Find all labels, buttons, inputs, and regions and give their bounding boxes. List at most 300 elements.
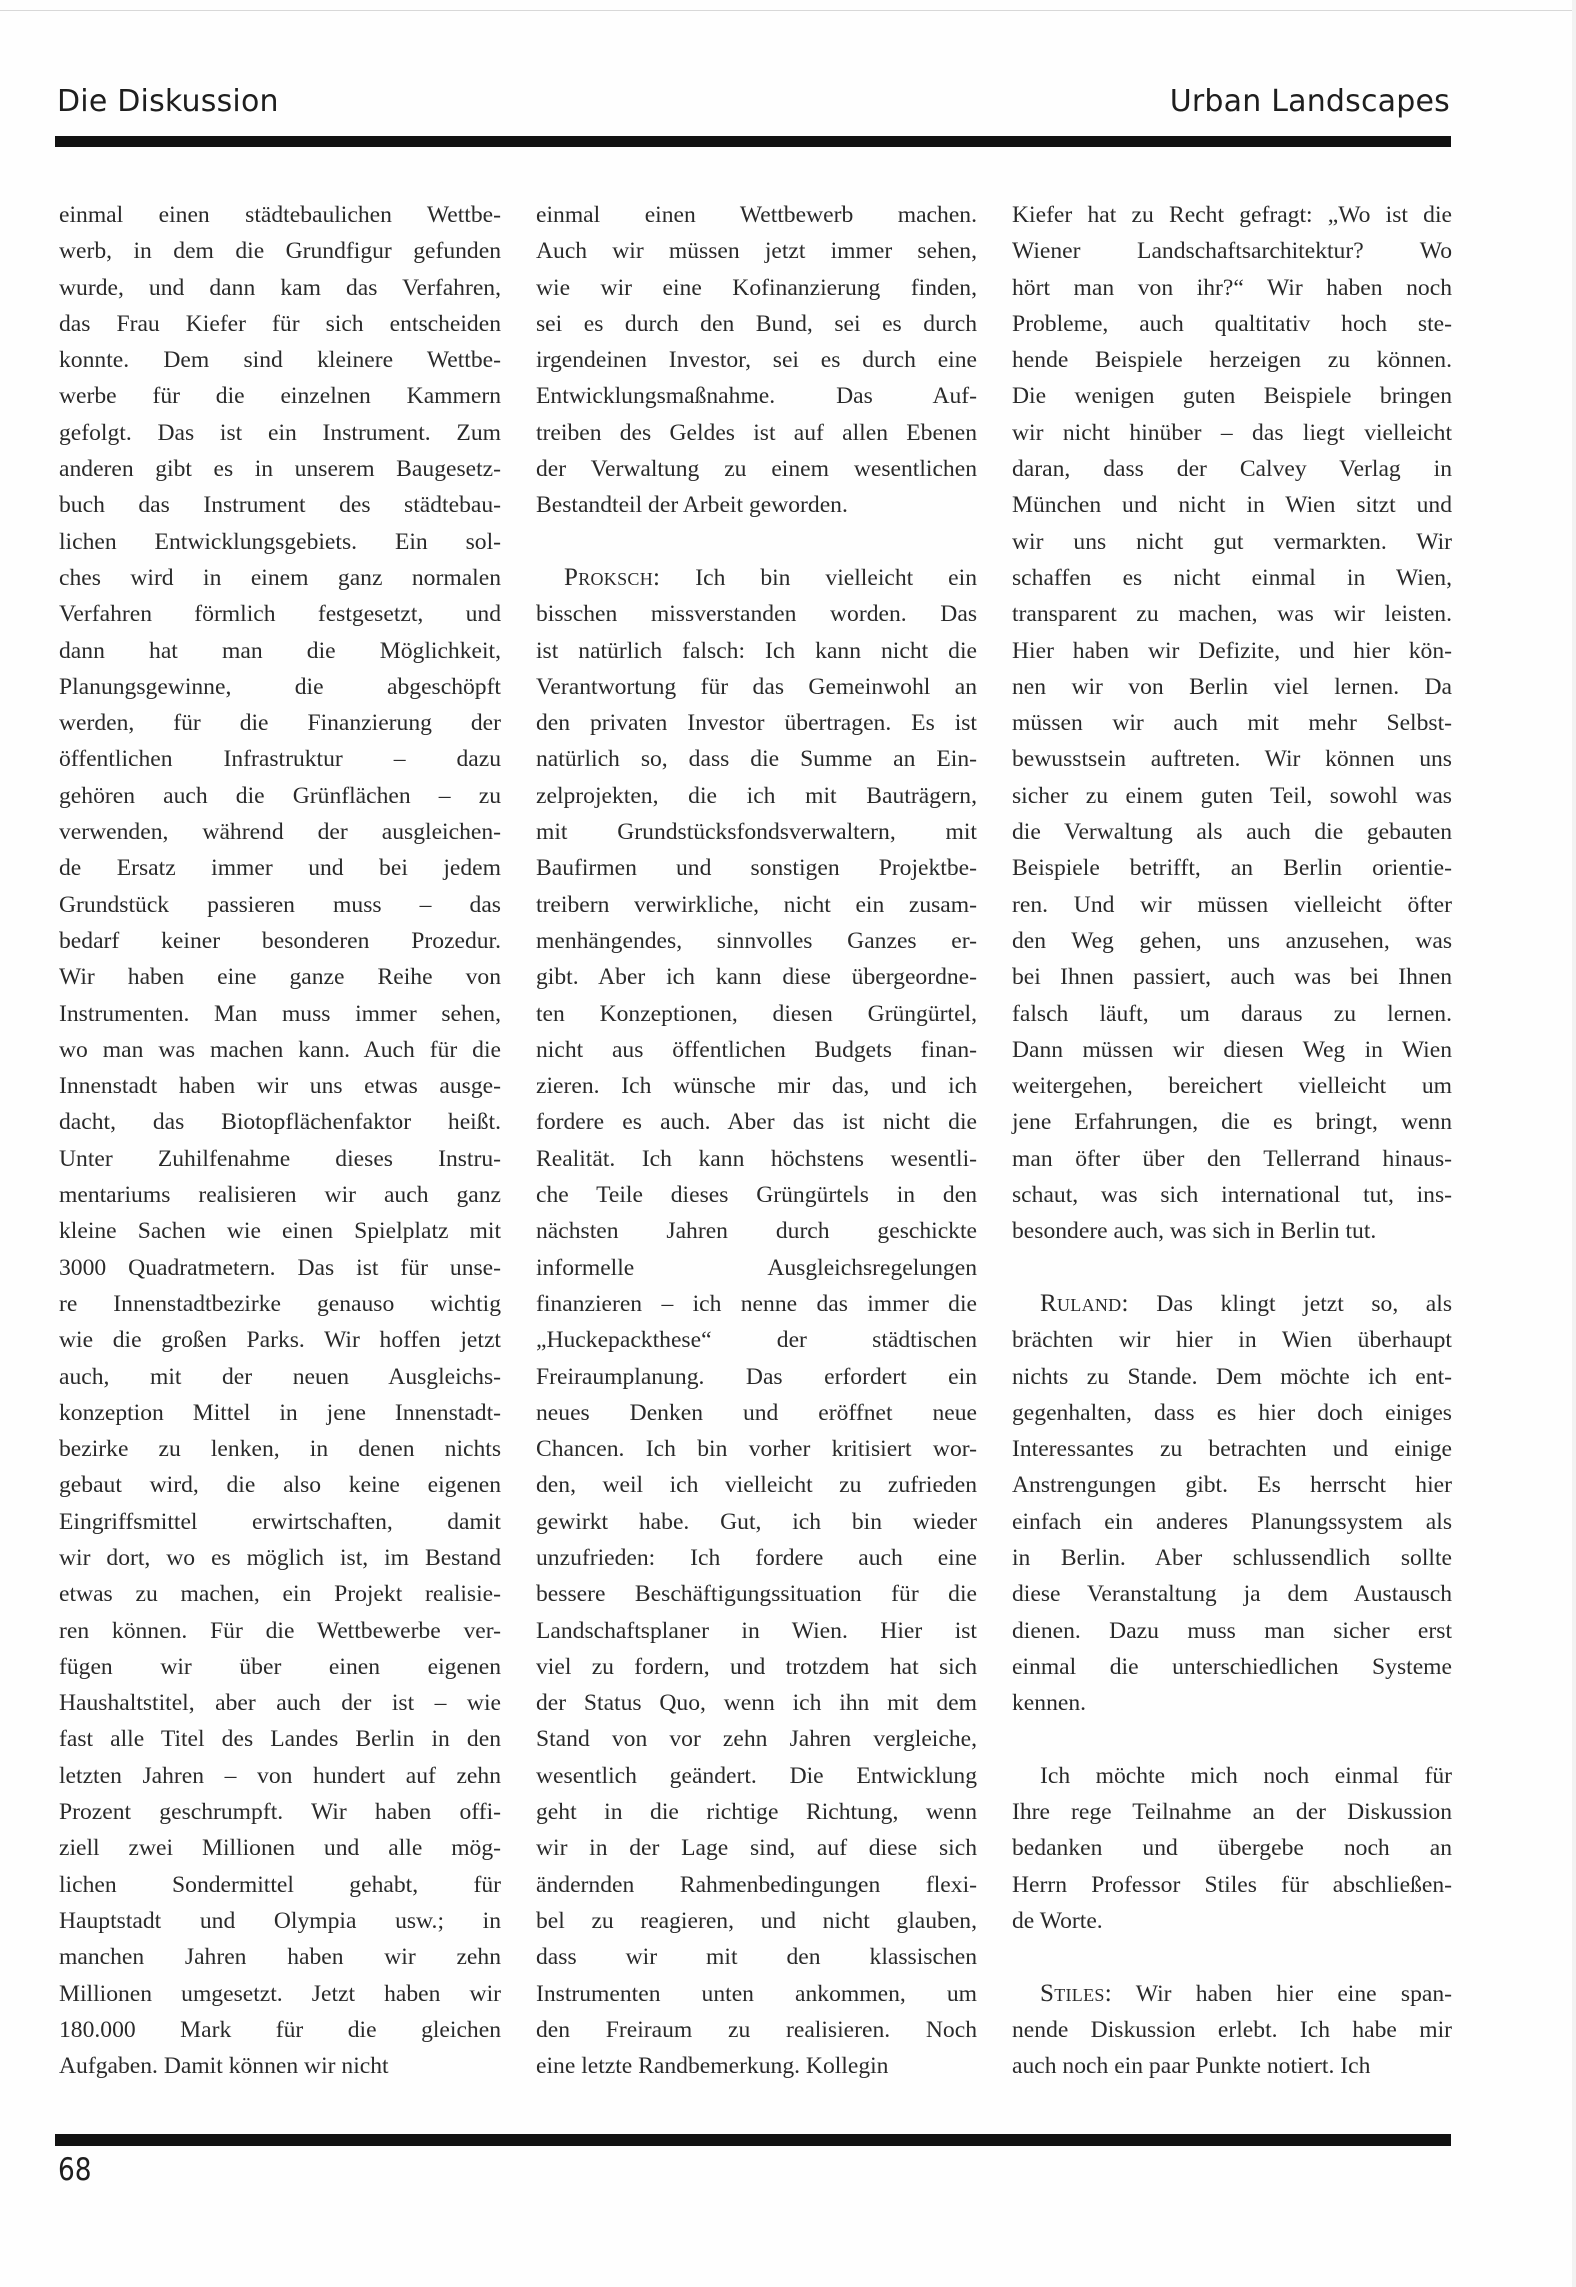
- text-line: [59, 705, 501, 741]
- line-text: bewusstsein auftreten. Wir können uns: [1012, 746, 1452, 773]
- line-text: verwenden, während der ausgleichen-: [59, 819, 501, 846]
- line-text: bel zu reagieren, und nicht glauben,: [536, 1907, 977, 1934]
- text-line: [1012, 850, 1452, 886]
- line-text: Ich bin vielleicht ein: [660, 564, 977, 591]
- text-line: [1012, 2048, 1452, 2084]
- line-text: irgendeinen Investor, sei es durch eine: [536, 347, 977, 374]
- line-text: Ich möchte mich noch einmal für: [1040, 1762, 1452, 1789]
- line-text: anderen gibt es in unserem Baugesetz-: [59, 456, 501, 483]
- line-text: kleine Sachen wie einen Spielplatz mit: [59, 1218, 501, 1245]
- text-line: [59, 2012, 501, 2048]
- text-line: [536, 1576, 977, 1612]
- line-text: ändernden Rahmenbedingungen flexi-: [536, 1871, 977, 1898]
- text-line: [1012, 1467, 1452, 1503]
- text-line: [59, 1685, 501, 1721]
- speaker-paragraph: [1012, 1976, 1452, 2085]
- line-text: „Huckepackthese“ der städtischen: [536, 1327, 977, 1354]
- paragraph-gap: [1012, 1939, 1452, 1975]
- footer-rule: [55, 2134, 1451, 2146]
- line-text: de Worte.: [1012, 1907, 1103, 1934]
- text-line: [536, 669, 977, 705]
- line-text: bisschen missverstanden worden. Das: [536, 601, 977, 628]
- text-line: [1012, 705, 1452, 741]
- text-line: [536, 1903, 977, 1939]
- running-header: [57, 84, 1450, 124]
- text-line: [59, 1540, 501, 1576]
- line-text: einmal einen Wettbewerb machen.: [536, 202, 977, 228]
- line-text: Haushaltstitel, aber auch der ist – wie: [59, 1690, 501, 1717]
- text-line: [536, 1395, 977, 1431]
- text-line: [59, 1613, 501, 1649]
- line-text: den privaten Investor übertragen. Es ist: [536, 710, 977, 737]
- text-line: [59, 1213, 501, 1249]
- text-line: [536, 1359, 977, 1395]
- text-line: [59, 669, 501, 705]
- line-text: etwas zu machen, ein Projekt realisie-: [59, 1581, 501, 1608]
- text-line: [536, 887, 977, 923]
- line-text: werbe für die einzelnen Kammern: [59, 383, 501, 410]
- text-line: [536, 1976, 977, 2012]
- line-text: besondere auch, was sich in Berlin tut.: [1012, 1218, 1377, 1245]
- text-line: [59, 1322, 501, 1358]
- text-line: [59, 197, 501, 233]
- text-line: [536, 1177, 977, 1213]
- line-text: wir uns nicht gut vermarkten. Wir: [1012, 528, 1452, 555]
- text-line: [536, 1939, 977, 1975]
- paragraph-gap: [536, 524, 977, 560]
- text-line: [536, 560, 977, 596]
- text-line: [59, 959, 501, 995]
- line-text: gegenhalten, dass es hier doch einiges: [1012, 1399, 1452, 1426]
- text-line: [59, 487, 501, 523]
- line-text: diese Veranstaltung ja dem Austausch: [1012, 1581, 1452, 1608]
- line-text: menhängendes, sinnvolles Ganzes er-: [536, 927, 977, 954]
- line-text: gewirkt habe. Gut, ich bin wieder: [536, 1508, 977, 1535]
- text-line: [59, 1177, 501, 1213]
- text-line: [59, 1649, 501, 1685]
- line-text: informelle Ausgleichsregelungen: [536, 1254, 977, 1281]
- text-line: [59, 887, 501, 923]
- line-text: das Frau Kiefer für sich entscheiden: [59, 310, 501, 337]
- text-line: [536, 1250, 977, 1286]
- line-text: konzeption Mittel in jene Innenstadt-: [59, 1399, 501, 1426]
- text-line: [1012, 233, 1452, 269]
- text-line: [536, 1649, 977, 1685]
- line-text: wo man was machen kann. Auch für die: [59, 1036, 501, 1063]
- paragraph: [536, 197, 977, 524]
- line-text: ist natürlich falsch: Ich kann nicht die: [536, 637, 977, 664]
- text-line: [59, 1068, 501, 1104]
- text-line: [536, 415, 977, 451]
- line-text: weitergehen, bereichert vielleicht um: [1012, 1073, 1452, 1100]
- line-text: Beispiele betrifft, an Berlin orientie-: [1012, 855, 1452, 882]
- line-text: Die wenigen guten Beispiele bringen: [1012, 383, 1452, 410]
- line-text: Instrumenten unten ankommen, um: [536, 1980, 977, 2007]
- text-line: [1012, 2012, 1452, 2048]
- text-line: [1012, 596, 1452, 632]
- line-text: Ihre rege Teilnahme an der Diskussion: [1012, 1799, 1452, 1826]
- paragraph: [59, 197, 501, 2084]
- text-line: [1012, 633, 1452, 669]
- line-text: einmal einen städtebaulichen Wettbe-: [59, 202, 501, 228]
- text-line: [59, 814, 501, 850]
- line-text: Wiener Landschaftsarchitektur? Wo: [1012, 238, 1452, 265]
- text-line: [536, 596, 977, 632]
- line-text: manchen Jahren haben wir zehn: [59, 1944, 501, 1971]
- line-text: Verfahren förmlich festgesetzt, und: [59, 601, 501, 628]
- line-text: wir in der Lage sind, auf diese sich: [536, 1835, 977, 1862]
- text-line: [536, 1540, 977, 1576]
- text-line: [1012, 1576, 1452, 1612]
- text-column-right: [1012, 197, 1452, 2084]
- speaker-name: Stiles:: [1040, 1979, 1112, 2007]
- line-text: treiben des Geldes ist auf allen Ebenen: [536, 419, 977, 446]
- text-column-left: [59, 197, 501, 2084]
- line-text: fordere es auch. Aber das ist nicht die: [536, 1109, 977, 1136]
- text-line: [536, 378, 977, 414]
- line-text: in Berlin. Aber schlussendlich sollte: [1012, 1544, 1452, 1571]
- text-line: [59, 1141, 501, 1177]
- text-line: [1012, 451, 1452, 487]
- text-line: [1012, 1177, 1452, 1213]
- text-line: [536, 306, 977, 342]
- text-line: [536, 1794, 977, 1830]
- text-line: [536, 741, 977, 777]
- line-text: Landschaftsplaner in Wien. Hier ist: [536, 1617, 977, 1644]
- line-text: Prozent geschrumpft. Wir haben offi-: [59, 1799, 501, 1826]
- line-text: mentariums realisieren wir auch ganz: [59, 1182, 501, 1209]
- text-line: [1012, 778, 1452, 814]
- line-text: geht in die richtige Richtung, wenn: [536, 1799, 977, 1826]
- line-text: Grundstück passieren muss – das: [59, 891, 501, 918]
- text-line: [536, 1613, 977, 1649]
- line-text: lichen Entwicklungsgebiets. Ein sol-: [59, 528, 501, 555]
- text-line: [536, 1322, 977, 1358]
- text-line: [536, 959, 977, 995]
- text-line: [1012, 1141, 1452, 1177]
- text-line: [59, 560, 501, 596]
- line-text: zieren. Ich wünsche mir das, und ich: [536, 1073, 977, 1100]
- text-line: [536, 270, 977, 306]
- text-line: [59, 778, 501, 814]
- text-line: [59, 1939, 501, 1975]
- text-line: [536, 1032, 977, 1068]
- text-line: [1012, 306, 1452, 342]
- text-line: [59, 342, 501, 378]
- line-text: gefolgt. Das ist ein Instrument. Zum: [59, 419, 501, 446]
- speaker-paragraph: [1012, 1286, 1452, 1722]
- line-text: Verantwortung für das Gemeinwohl an: [536, 673, 977, 700]
- text-line: [1012, 996, 1452, 1032]
- text-line: [1012, 1976, 1452, 2012]
- line-text: nende Diskussion erlebt. Ich habe mir: [1012, 2016, 1452, 2043]
- text-line: [1012, 524, 1452, 560]
- line-text: zelprojekten, die ich mit Bauträgern,: [536, 782, 977, 809]
- text-line: [536, 1068, 977, 1104]
- text-column-middle: [536, 197, 977, 2084]
- line-text: bezirke zu lenken, in denen nichts: [59, 1436, 501, 1463]
- line-text: Probleme, auch qualtitativ hoch ste-: [1012, 310, 1452, 337]
- line-text: nicht aus öffentlichen Budgets finan-: [536, 1036, 977, 1063]
- text-line: [536, 1685, 977, 1721]
- line-text: werb, in dem die Grundfigur gefunden: [59, 238, 501, 265]
- line-text: öffentlichen Infrastruktur – dazu: [59, 746, 501, 773]
- line-text: wie die großen Parks. Wir hoffen jetzt: [59, 1327, 501, 1354]
- text-line: [536, 633, 977, 669]
- text-line: [59, 1903, 501, 1939]
- text-line: [59, 233, 501, 269]
- paragraph-gap: [1012, 1721, 1452, 1757]
- line-text: treibern verwirkliche, nicht ein zusam-: [536, 891, 977, 918]
- line-text: viel zu fordern, und trotzdem hat sich: [536, 1653, 977, 1680]
- text-line: [59, 451, 501, 487]
- text-line: [1012, 415, 1452, 451]
- text-line: [59, 741, 501, 777]
- line-text: Das klingt jetzt so, als: [1128, 1290, 1452, 1317]
- page-right-edge: [1572, 0, 1576, 2287]
- line-text: 180.000 Mark für die gleichen: [59, 2016, 501, 2043]
- text-line: [59, 378, 501, 414]
- line-text: Herrn Professor Stiles für abschließen-: [1012, 1871, 1452, 1898]
- line-text: bedarf keiner besonderen Prozedur.: [59, 927, 501, 954]
- line-text: Dann müssen wir diesen Weg in Wien: [1012, 1036, 1452, 1063]
- line-text: ren. Und wir müssen vielleicht öfter: [1012, 891, 1452, 918]
- text-line: [59, 306, 501, 342]
- text-line: [59, 1576, 501, 1612]
- line-text: sicher zu einem guten Teil, sowohl was: [1012, 782, 1452, 809]
- text-line: [536, 451, 977, 487]
- line-text: gebaut wird, die also keine eigenen: [59, 1472, 501, 1499]
- line-text: Freiraumplanung. Das erfordert ein: [536, 1363, 977, 1390]
- text-line: [1012, 1830, 1452, 1866]
- text-line: [536, 233, 977, 269]
- line-text: Chancen. Ich bin vorher kritisiert wor-: [536, 1436, 977, 1463]
- paragraph: [1012, 197, 1452, 1250]
- line-text: München und nicht in Wien sitzt und: [1012, 492, 1452, 519]
- text-line: [59, 270, 501, 306]
- text-line: [536, 705, 977, 741]
- line-text: den, weil ich vielleicht zu zufrieden: [536, 1472, 977, 1499]
- text-line: [59, 1431, 501, 1467]
- line-text: transparent zu machen, was wir leisten.: [1012, 601, 1452, 628]
- text-line: [1012, 1322, 1452, 1358]
- line-text: einmal die unterschiedlichen Systeme: [1012, 1653, 1452, 1680]
- text-line: [536, 1213, 977, 1249]
- line-text: gehören auch die Grünflächen – zu: [59, 782, 501, 809]
- speaker-name: Proksch:: [564, 563, 661, 591]
- line-text: falsch läuft, um daraus zu lernen.: [1012, 1000, 1452, 1027]
- line-text: Realität. Ich kann höchstens wesentli-: [536, 1145, 977, 1172]
- text-line: [1012, 487, 1452, 523]
- text-line: [59, 850, 501, 886]
- line-text: dass wir mit den klassischen: [536, 1944, 977, 1971]
- text-line: [59, 996, 501, 1032]
- line-text: gibt. Aber ich kann diese übergeordne-: [536, 964, 977, 991]
- line-text: 3000 Quadratmetern. Das ist für unse-: [59, 1254, 501, 1281]
- text-line: [1012, 741, 1452, 777]
- line-text: lichen Sondermittel gehabt, für: [59, 1871, 501, 1898]
- line-text: schaut, was sich international tut, ins-: [1012, 1182, 1452, 1209]
- line-text: fügen wir über einen eigenen: [59, 1653, 501, 1680]
- text-line: [59, 596, 501, 632]
- text-line: [536, 1504, 977, 1540]
- text-line: [536, 1758, 977, 1794]
- speaker-name: Ruland:: [1040, 1289, 1129, 1317]
- text-line: [536, 850, 977, 886]
- line-text: Planungsgewinne, die abgeschöpft: [59, 673, 501, 700]
- page-number: 68: [58, 2152, 92, 2188]
- text-line: [59, 1794, 501, 1830]
- line-text: unzufrieden: Ich fordere auch eine: [536, 1544, 977, 1571]
- text-line: [536, 197, 977, 233]
- line-text: Hier haben wir Defizite, und hier kön-: [1012, 637, 1452, 664]
- text-line: [536, 342, 977, 378]
- line-text: de Ersatz immer und bei jedem: [59, 855, 501, 882]
- line-text: bei Ihnen passiert, auch was bei Ihnen: [1012, 964, 1452, 991]
- text-line: [59, 1395, 501, 1431]
- line-text: hört man von ihr?“ Wir haben noch: [1012, 274, 1452, 301]
- text-line: [1012, 1213, 1452, 1249]
- text-line: [59, 633, 501, 669]
- text-line: [1012, 814, 1452, 850]
- line-text: Wir haben hier eine span-: [1111, 1980, 1452, 2007]
- text-line: [1012, 669, 1452, 705]
- text-line: [536, 487, 977, 523]
- line-text: dann hat man die Möglichkeit,: [59, 637, 501, 664]
- line-text: finanzieren – ich nenne das immer die: [536, 1290, 977, 1317]
- text-line: [536, 1830, 977, 1866]
- text-line: [536, 1467, 977, 1503]
- paragraph-gap: [1012, 1250, 1452, 1286]
- text-line: [59, 1976, 501, 2012]
- text-line: [59, 923, 501, 959]
- line-text: bessere Beschäftigungssituation für die: [536, 1581, 977, 1608]
- line-text: kennen.: [1012, 1690, 1087, 1717]
- line-text: hende Beispiele herzeigen zu können.: [1012, 347, 1452, 374]
- line-text: ches wird in einem ganz normalen: [59, 564, 501, 591]
- text-line: [1012, 1286, 1452, 1322]
- line-text: wir nicht hinüber – das liegt vielleicht: [1012, 419, 1452, 446]
- line-text: fast alle Titel des Landes Berlin in den: [59, 1726, 501, 1753]
- line-text: Millionen umgesetzt. Jetzt haben wir: [59, 1980, 501, 2007]
- text-line: [1012, 1649, 1452, 1685]
- line-text: auch noch ein paar Punkte notiert. Ich: [1012, 2053, 1371, 2080]
- text-line: [1012, 1104, 1452, 1140]
- section-title: Die Diskussion: [57, 84, 279, 119]
- line-text: müssen wir auch mit mehr Selbst-: [1012, 710, 1452, 737]
- line-text: Baufirmen und sonstigen Projektbe-: [536, 855, 977, 882]
- line-text: Auch wir müssen jetzt immer sehen,: [536, 238, 977, 265]
- line-text: die Verwaltung als auch die gebauten: [1012, 819, 1452, 846]
- text-line: [536, 2048, 977, 2084]
- line-text: buch das Instrument des städtebau-: [59, 492, 501, 519]
- text-line: [59, 1359, 501, 1395]
- line-text: Aufgaben. Damit können wir nicht: [59, 2053, 389, 2080]
- line-text: ren können. Für die Wettbewerbe ver-: [59, 1617, 501, 1644]
- line-text: che Teile dieses Grüngürtels in den: [536, 1182, 977, 1209]
- text-line: [59, 1104, 501, 1140]
- text-line: [59, 1286, 501, 1322]
- line-text: bedanken und übergebe noch an: [1012, 1835, 1452, 1862]
- text-line: [59, 524, 501, 560]
- text-line: [1012, 1395, 1452, 1431]
- text-line: [1012, 342, 1452, 378]
- text-line: [536, 1721, 977, 1757]
- text-line: [59, 1830, 501, 1866]
- text-line: [536, 923, 977, 959]
- text-line: [1012, 1794, 1452, 1830]
- text-line: [536, 1431, 977, 1467]
- line-text: den Freiraum zu realisieren. Noch: [536, 2016, 977, 2043]
- line-text: Instrumenten. Man muss immer sehen,: [59, 1000, 501, 1027]
- line-text: der Verwaltung zu einem wesentlichen: [536, 456, 977, 483]
- header-rule: [55, 136, 1451, 147]
- text-line: [59, 1867, 501, 1903]
- line-text: wir dort, wo es möglich ist, im Bestand: [59, 1544, 501, 1571]
- text-line: [59, 415, 501, 451]
- text-line: [59, 2048, 501, 2084]
- text-line: [1012, 1359, 1452, 1395]
- text-line: [1012, 1431, 1452, 1467]
- text-line: [536, 1141, 977, 1177]
- line-text: auch, mit der neuen Ausgleichs-: [59, 1363, 501, 1390]
- line-text: Stand von vor zehn Jahren vergleiche,: [536, 1726, 977, 1753]
- line-text: eine letzte Randbemerkung. Kollegin: [536, 2053, 889, 2080]
- text-line: [1012, 959, 1452, 995]
- line-text: man öfter über den Tellerrand hinaus-: [1012, 1145, 1452, 1172]
- text-line: [1012, 1867, 1452, 1903]
- line-text: nichts zu Stande. Dem möchte ich ent-: [1012, 1363, 1452, 1390]
- line-text: Bestandteil der Arbeit geworden.: [536, 492, 848, 519]
- line-text: Wir haben eine ganze Reihe von: [59, 964, 501, 991]
- line-text: Anstrengungen gibt. Es herrscht hier: [1012, 1472, 1452, 1499]
- text-line: [59, 1467, 501, 1503]
- line-text: neues Denken und eröffnet neue: [536, 1399, 977, 1426]
- line-text: sei es durch den Bund, sei es durch: [536, 310, 977, 337]
- text-line: [536, 1867, 977, 1903]
- text-line: [59, 1032, 501, 1068]
- text-line: [1012, 1758, 1452, 1794]
- line-text: nächsten Jahren durch geschickte: [536, 1218, 977, 1245]
- text-line: [1012, 1685, 1452, 1721]
- line-text: Entwicklungsmaßnahme. Das Auf-: [536, 383, 977, 410]
- book-title: Urban Landscapes: [1169, 84, 1450, 119]
- text-line: [59, 1250, 501, 1286]
- line-text: schaffen es nicht einmal in Wien,: [1012, 564, 1452, 591]
- line-text: brächten wir hier in Wien überhaupt: [1012, 1327, 1452, 1354]
- text-line: [1012, 1903, 1452, 1939]
- text-line: [536, 2012, 977, 2048]
- text-line: [1012, 270, 1452, 306]
- line-text: Interessantes zu betrachten und einige: [1012, 1436, 1452, 1463]
- text-line: [1012, 1504, 1452, 1540]
- text-line: [536, 1104, 977, 1140]
- speaker-paragraph: [536, 560, 977, 2084]
- line-text: Kiefer hat zu Recht gefragt: „Wo ist die: [1012, 202, 1452, 228]
- line-text: wesentlich geändert. Die Entwicklung: [536, 1762, 977, 1789]
- paragraph: [1012, 1758, 1452, 1939]
- line-text: nen wir von Berlin viel lernen. Da: [1012, 673, 1452, 700]
- line-text: natürlich so, dass die Summe an Ein-: [536, 746, 977, 773]
- line-text: Innenstadt haben wir uns etwas ausge-: [59, 1073, 501, 1100]
- line-text: Eingriffsmittel erwirtschaften, damit: [59, 1508, 501, 1535]
- line-text: Unter Zuhilfenahme dieses Instru-: [59, 1145, 501, 1172]
- line-text: re Innenstadtbezirke genauso wichtig: [59, 1290, 501, 1317]
- text-line: [536, 778, 977, 814]
- line-text: dacht, das Biotopflächenfaktor heißt.: [59, 1109, 501, 1136]
- text-line: [536, 814, 977, 850]
- line-text: ziell zwei Millionen und alle mög-: [59, 1835, 501, 1862]
